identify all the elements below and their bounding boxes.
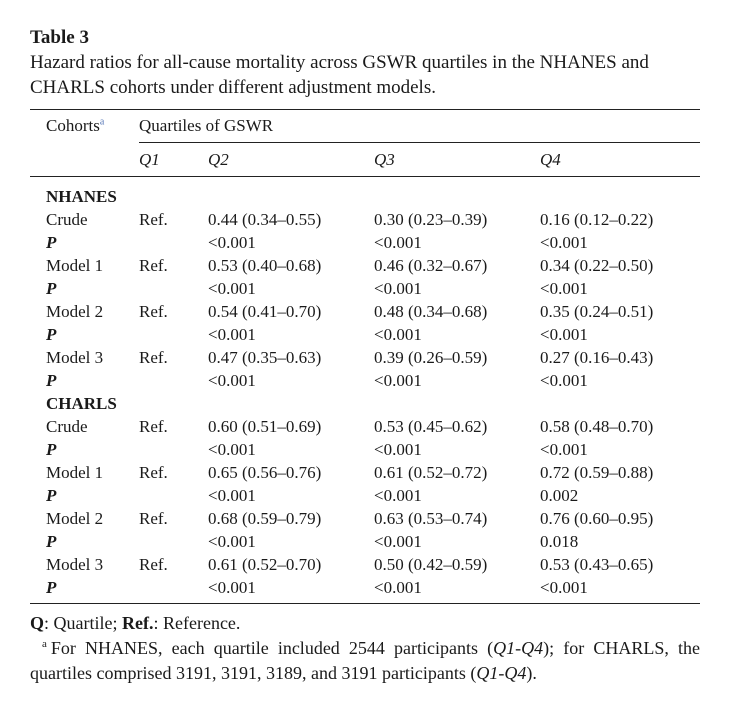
p-value-row (30, 530, 700, 553)
q3-p: <0.001 (374, 578, 422, 597)
abbr-ref-text: : Reference. (153, 613, 241, 633)
p-label (30, 484, 139, 507)
q1-p (139, 323, 208, 346)
q1-value: Ref. (139, 509, 168, 528)
header-q3: Q3 (374, 143, 540, 177)
group-row (30, 185, 700, 208)
footnote-part3: ). (526, 663, 537, 683)
header-row-1 (30, 110, 700, 143)
q4-value: 0.34 (0.22–0.50) (540, 256, 654, 275)
q3-p: <0.001 (374, 325, 422, 344)
q3-p: <0.001 (374, 279, 422, 298)
q2-value: 0.65 (0.56–0.76) (208, 463, 322, 482)
q2-p: <0.001 (208, 371, 256, 390)
q1-value: Ref. (139, 463, 168, 482)
header-row-2 (30, 143, 700, 177)
q4-value: 0.58 (0.48–0.70) (540, 417, 654, 436)
q3-p: <0.001 (374, 233, 422, 252)
header-q4: Q4 (540, 143, 700, 177)
model-row (30, 461, 700, 484)
q2-value: 0.61 (0.52–0.70) (208, 555, 322, 574)
q3-value: 0.39 (0.26–0.59) (374, 348, 488, 367)
p-value-row (30, 323, 700, 346)
model-label: Model 1 (46, 256, 104, 275)
p-label-text: P (46, 233, 57, 252)
model-label: Model 2 (46, 302, 104, 321)
q2-p: <0.001 (208, 440, 256, 459)
header-q2: Q2 (208, 143, 374, 177)
p-label (30, 530, 139, 553)
q3-value: 0.48 (0.34–0.68) (374, 302, 488, 321)
q1-p (139, 369, 208, 392)
abbr-q-text: : Quartile; (44, 613, 122, 633)
q4-value: 0.35 (0.24–0.51) (540, 302, 654, 321)
q3-p: <0.001 (374, 440, 422, 459)
q1-value: Ref. (139, 210, 168, 229)
header-cohorts (30, 110, 139, 143)
model-label: Model 3 (46, 555, 104, 574)
p-label (30, 438, 139, 461)
model-label: Crude (46, 417, 88, 436)
p-label (30, 369, 139, 392)
p-label (30, 277, 139, 300)
q1-p (139, 576, 208, 599)
q4-p: <0.001 (540, 578, 588, 597)
q4-p: <0.001 (540, 371, 588, 390)
footnote-range1: Q1-Q4 (493, 638, 544, 658)
model-label: Model 3 (46, 348, 104, 367)
p-value-row (30, 277, 700, 300)
table-caption: Hazard ratios for all-cause mortality across GSWR quartiles in the NHANES and CHARLS cohorts under different adjustment models. (30, 52, 649, 98)
model-label: Crude (46, 210, 88, 229)
model-row (30, 553, 700, 576)
bottom-rule (30, 603, 700, 604)
q2-value: 0.44 (0.34–0.55) (208, 210, 322, 229)
q3-p: <0.001 (374, 486, 422, 505)
q2-p: <0.001 (208, 279, 256, 298)
header-quartiles: Quartiles of GSWR (139, 116, 274, 135)
footnote-part1: For NHANES, each quartile included 2544 participants ( (50, 638, 494, 658)
model-label: Model 1 (46, 463, 104, 482)
q1-p (139, 530, 208, 553)
model-row (30, 300, 700, 323)
p-value-row (30, 231, 700, 254)
q3-value: 0.30 (0.23–0.39) (374, 210, 488, 229)
q4-p: <0.001 (540, 279, 588, 298)
q3-p: <0.001 (374, 371, 422, 390)
footnote-mark: a (42, 638, 47, 650)
q1-value: Ref. (139, 302, 168, 321)
q4-p: 0.018 (540, 532, 579, 551)
p-label-text: P (46, 486, 57, 505)
q2-p: <0.001 (208, 233, 256, 252)
q4-p: <0.001 (540, 440, 588, 459)
abbr-ref-key: Ref. (122, 613, 154, 633)
q3-value: 0.50 (0.42–0.59) (374, 555, 488, 574)
q2-p: <0.001 (208, 578, 256, 597)
p-value-row (30, 438, 700, 461)
p-label-text: P (46, 440, 57, 459)
q4-value: 0.16 (0.12–0.22) (540, 210, 654, 229)
table-figure (30, 26, 700, 686)
model-label: Model 2 (46, 509, 104, 528)
q3-p: <0.001 (374, 532, 422, 551)
q3-value: 0.61 (0.52–0.72) (374, 463, 488, 482)
footnote-a (30, 636, 700, 686)
q1-value: Ref. (139, 417, 168, 436)
model-row (30, 208, 700, 231)
q1-value: Ref. (139, 348, 168, 367)
group-name: CHARLS (46, 394, 117, 413)
footnote-range2: Q1-Q4 (476, 663, 527, 683)
p-label (30, 323, 139, 346)
p-label-text: P (46, 279, 57, 298)
q1-value: Ref. (139, 256, 168, 275)
footnote-part2: ); for CHARLS, the quartiles comprised 3191, 3191, 3189, and 3191 participants ( (30, 638, 700, 683)
q4-p: <0.001 (540, 325, 588, 344)
q2-p: <0.001 (208, 325, 256, 344)
abbreviation-note (30, 611, 700, 636)
q1-p (139, 231, 208, 254)
header-q1: Q1 (139, 143, 208, 177)
header-cohorts-label: Cohorts (46, 116, 100, 135)
q4-p: <0.001 (540, 233, 588, 252)
table-notes (30, 611, 700, 686)
q4-value: 0.27 (0.16–0.43) (540, 348, 654, 367)
group-name: NHANES (46, 187, 117, 206)
p-label (30, 231, 139, 254)
cohorts-footnote-link[interactable]: a (99, 116, 105, 128)
abbr-q-key: Q (30, 613, 45, 633)
q4-value: 0.72 (0.59–0.88) (540, 463, 654, 482)
p-value-row (30, 576, 700, 599)
model-row (30, 507, 700, 530)
q4-value: 0.53 (0.43–0.65) (540, 555, 654, 574)
p-label-text: P (46, 578, 57, 597)
p-label-text: P (46, 325, 57, 344)
q2-value: 0.53 (0.40–0.68) (208, 256, 322, 275)
q1-p (139, 277, 208, 300)
q2-value: 0.54 (0.41–0.70) (208, 302, 322, 321)
p-value-row (30, 369, 700, 392)
model-row (30, 254, 700, 277)
q2-p: <0.001 (208, 486, 256, 505)
p-label-text: P (46, 371, 57, 390)
q2-p: <0.001 (208, 532, 256, 551)
q3-value: 0.46 (0.32–0.67) (374, 256, 488, 275)
q2-value: 0.60 (0.51–0.69) (208, 417, 322, 436)
hazard-ratio-table (30, 110, 700, 599)
model-row (30, 415, 700, 438)
group-row (30, 392, 700, 415)
q1-value: Ref. (139, 555, 168, 574)
table-label: Table 3 (30, 27, 89, 48)
q3-value: 0.53 (0.45–0.62) (374, 417, 488, 436)
q2-value: 0.68 (0.59–0.79) (208, 509, 322, 528)
model-row (30, 346, 700, 369)
p-label-text: P (46, 532, 57, 551)
header-separator (30, 177, 700, 186)
q4-value: 0.76 (0.60–0.95) (540, 509, 654, 528)
q1-p (139, 438, 208, 461)
p-value-row (30, 484, 700, 507)
q4-p: 0.002 (540, 486, 579, 505)
q2-value: 0.47 (0.35–0.63) (208, 348, 322, 367)
q3-value: 0.63 (0.53–0.74) (374, 509, 488, 528)
q1-p (139, 484, 208, 507)
p-label (30, 576, 139, 599)
